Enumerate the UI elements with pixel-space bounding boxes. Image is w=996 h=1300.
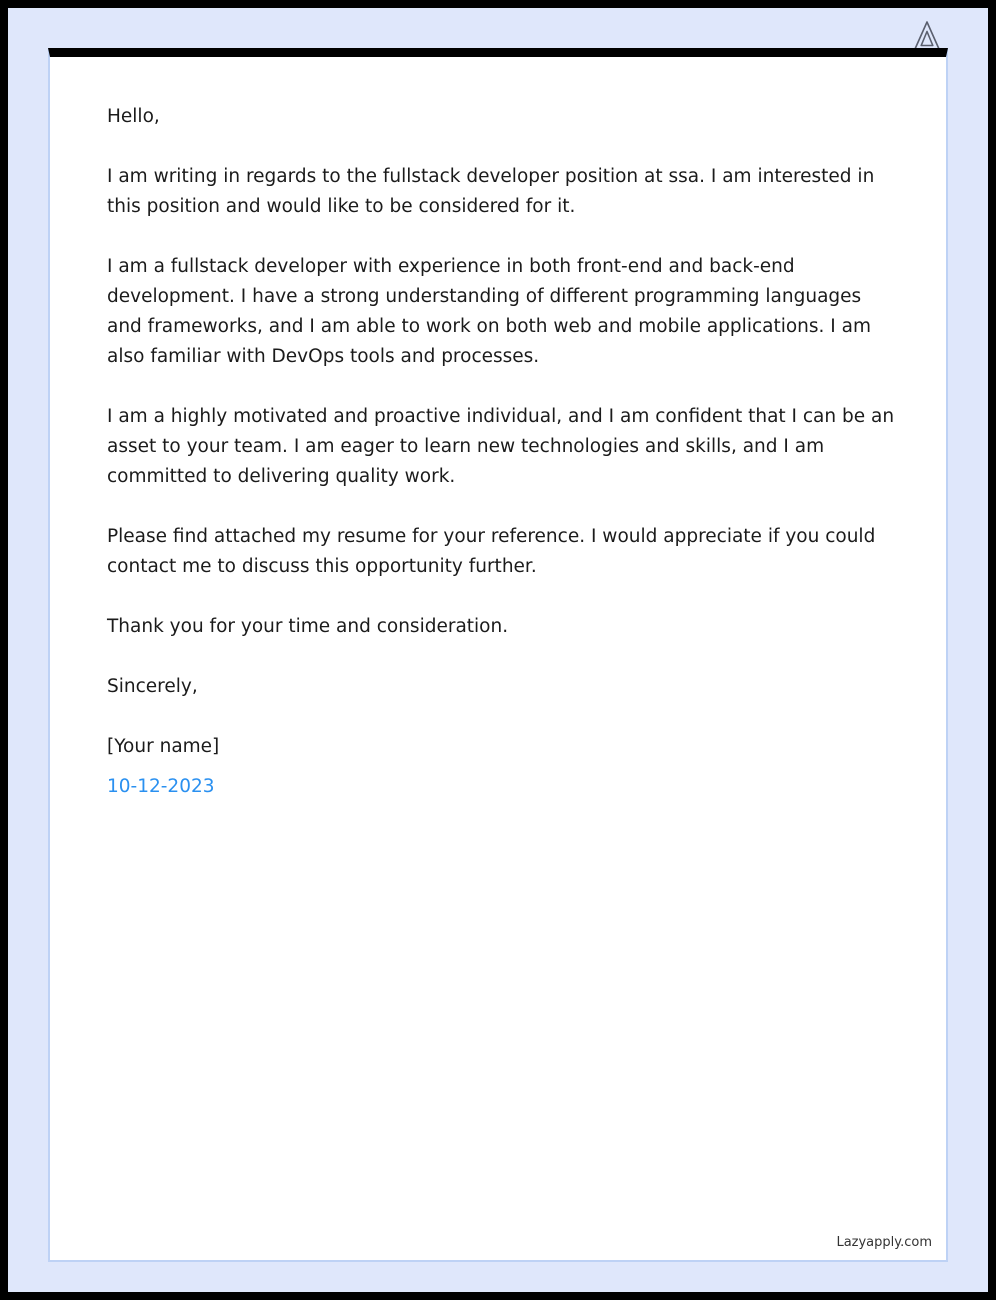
letter-paragraph-5: Thank you for your time and consideration. (107, 616, 509, 637)
letter-paragraph-3: I am a highly motivated and proactive individual, and I am confident that I can be an asset to your team. I am eager to learn new technologies and skills, and I am committed to delivering quality work. (107, 406, 895, 487)
letter-signature-name: [Your name] (107, 736, 220, 757)
letter-body (107, 102, 898, 802)
letter-paragraph-4: Please find attached my resume for your reference. I would appreciate if you could contact me to discuss this opportunity further. (107, 526, 876, 577)
letter-closing: Sincerely, (107, 676, 198, 697)
letter-page (48, 48, 948, 1262)
letter-date: 10-12-2023 (107, 776, 215, 797)
letter-paragraph-1: I am writing in regards to the fullstack developer position at ssa. I am interested in this position and would like to be considered for it. (107, 166, 875, 217)
footer-watermark: Lazyapply.com (836, 1235, 932, 1250)
letter-paragraph-2: I am a fullstack developer with experience in both front-end and back-end development. I have a strong understanding of different programming languages and frameworks, and I am able to work on both web and mobile applications. I am also familiar with DevOps tools and processes. (107, 256, 871, 367)
letter-salutation: Hello, (107, 106, 160, 127)
document-canvas (8, 8, 988, 1292)
letter-content (50, 57, 946, 1260)
